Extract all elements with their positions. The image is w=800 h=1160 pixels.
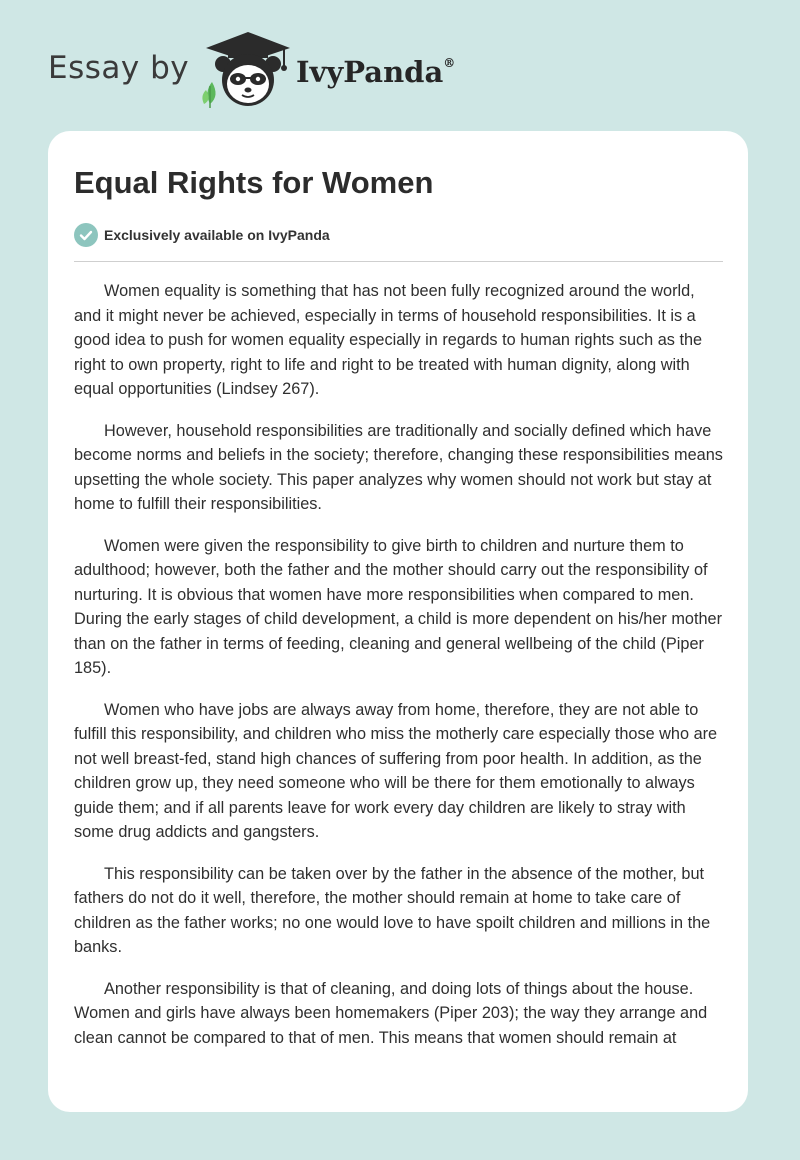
panda-logo-icon[interactable] [198,30,298,110]
paragraph-5: This responsibility can be taken over by the father in the absence of the mother, but fathers do not do it well, therefore, the mother should remain at home to take care of children as the father works; no one would love to have spoilt children and millions in the banks. [74,864,711,956]
paragraph-2: However, household responsibilities are traditionally and socially defined which have become norms and beliefs in the society; therefore, changing these responsibilities means upsetting the whole society. This paper analyzes why women should not work but stay at home to fulfill their responsibilities. [74,421,723,513]
brand-name[interactable] [296,55,455,89]
check-circle-icon [74,223,98,247]
essay-card [48,131,748,1112]
essay-by-label: Essay by [48,50,190,86]
paragraph-3: Women were given the responsibility to give birth to children and nurture them to adulthood; however, both the father and the mother should carry out the responsibility of nurturing. It is obvious that women have more responsibilities when compared to men. During the early stages of child development, a child is more dependent on his/her mother than on the father in terms of feeding, cleaning and general wellbeing of the child (Piper 185). [74,536,722,677]
exclusive-badge [74,222,330,248]
page-header [0,0,800,130]
paragraph-1: Women equality is something that has not been fully recognized around the world, and it might never be achieved, especially in terms of household responsibilities. It is a good idea to push for women equality especially in regards to human rights such as the right to own property, right to life and right to be treated with human dignity, along with equal opportunities (Lindsey 267). [74,282,703,398]
paragraph-4: Women who have jobs are always away from home, therefore, they are not able to fulfill this responsibility, and children who miss the motherly care especially those who are not well breast-fed, stand high chances of suffering from poor health. In addition, as the children grow up, they need someone who will be there for them emotionally to always guide them; and if all parents leave for work every day children are likely to stray with some drug addicts and gangsters. [74,700,718,841]
registered-mark: ® [443,56,456,71]
exclusive-label: Exclusively available on IvyPanda [104,227,330,243]
brand-text: IvyPanda [296,55,444,89]
title-divider [74,261,723,262]
essay-title: Equal Rights for Women [74,165,434,200]
paragraph-6: Another responsibility is that of cleaning, and doing lots of things about the house. Women and girls have always been homemakers (Piper 203); the way they arrange and clean cannot be compared to that of men. This means that women should remain at [74,979,708,1047]
essay-body [74,279,725,1067]
